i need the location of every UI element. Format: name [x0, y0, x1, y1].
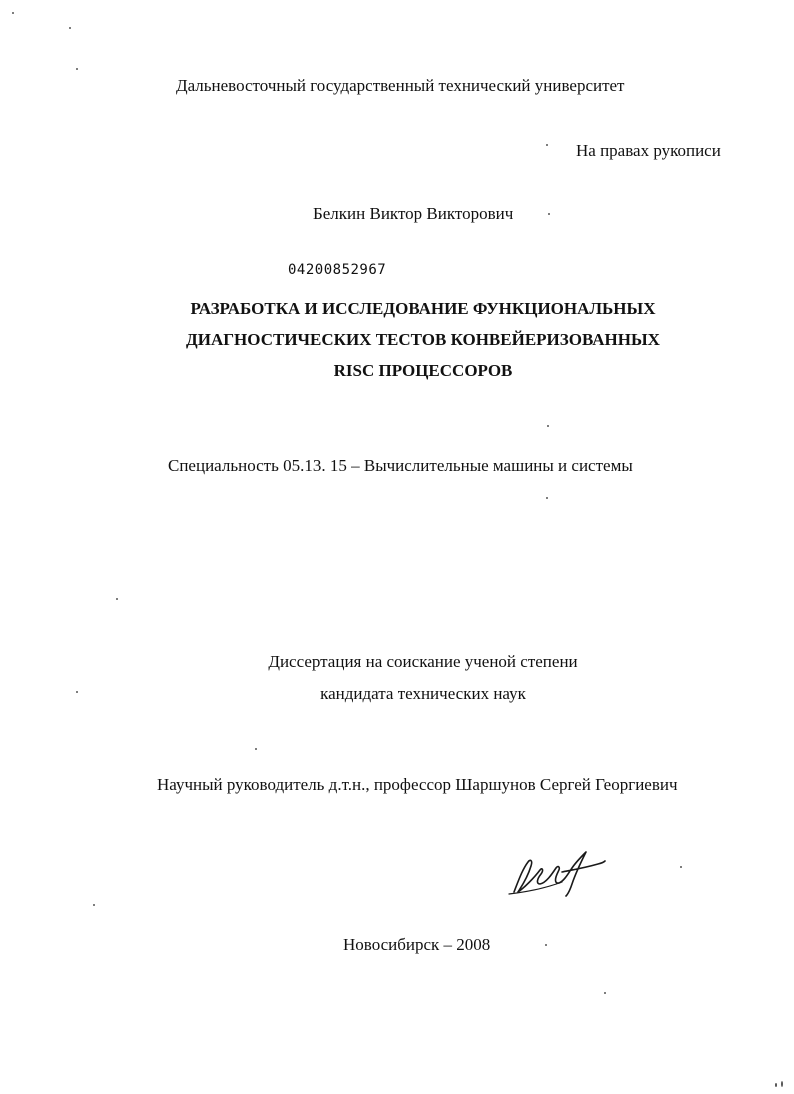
scan-speck	[604, 992, 606, 994]
scan-speck	[116, 598, 118, 600]
registration-code: 04200852967	[288, 262, 387, 278]
dissertation-line: Диссертация на соискание ученой степени	[268, 652, 578, 671]
title-line: РАЗРАБОТКА И ИССЛЕДОВАНИЕ ФУНКЦИОНАЛЬНЫХ	[190, 299, 656, 318]
scan-speck	[69, 27, 71, 29]
handwritten-signature	[506, 848, 610, 898]
specialty: Специальность 05.13. 15 – Вычислительные машины и системы	[168, 456, 633, 475]
scan-speck	[76, 691, 78, 693]
title-line: RISC ПРОЦЕССОРОВ	[333, 361, 513, 380]
scan-speck	[255, 748, 257, 750]
title-line: ДИАГНОСТИЧЕСКИХ ТЕСТОВ КОНВЕЙЕРИЗОВАННЫХ	[186, 330, 660, 349]
scan-speck	[775, 1083, 777, 1087]
scan-speck	[546, 144, 548, 146]
author-name: Белкин Виктор Викторович	[313, 204, 514, 223]
scan-speck	[545, 944, 547, 946]
scan-speck	[547, 425, 549, 427]
scan-speck	[680, 866, 682, 868]
scientific-supervisor: Научный руководитель д.т.н., профессор Шаршунов Сергей Георгиевич	[157, 775, 678, 794]
scan-speck	[548, 213, 550, 215]
scan-speck	[546, 497, 548, 499]
scan-speck	[76, 68, 78, 70]
scan-speck	[93, 904, 95, 906]
scan-speck	[12, 12, 14, 14]
place-and-year: Новосибирск – 2008	[343, 935, 491, 954]
dissertation-statement	[0, 646, 794, 710]
thesis-title	[0, 293, 794, 386]
dissertation-line: кандидата технических наук	[320, 684, 526, 703]
manuscript-note: На правах рукописи	[576, 141, 721, 160]
scan-speck	[781, 1081, 783, 1087]
university-name: Дальневосточный государственный технический университет	[176, 76, 625, 95]
